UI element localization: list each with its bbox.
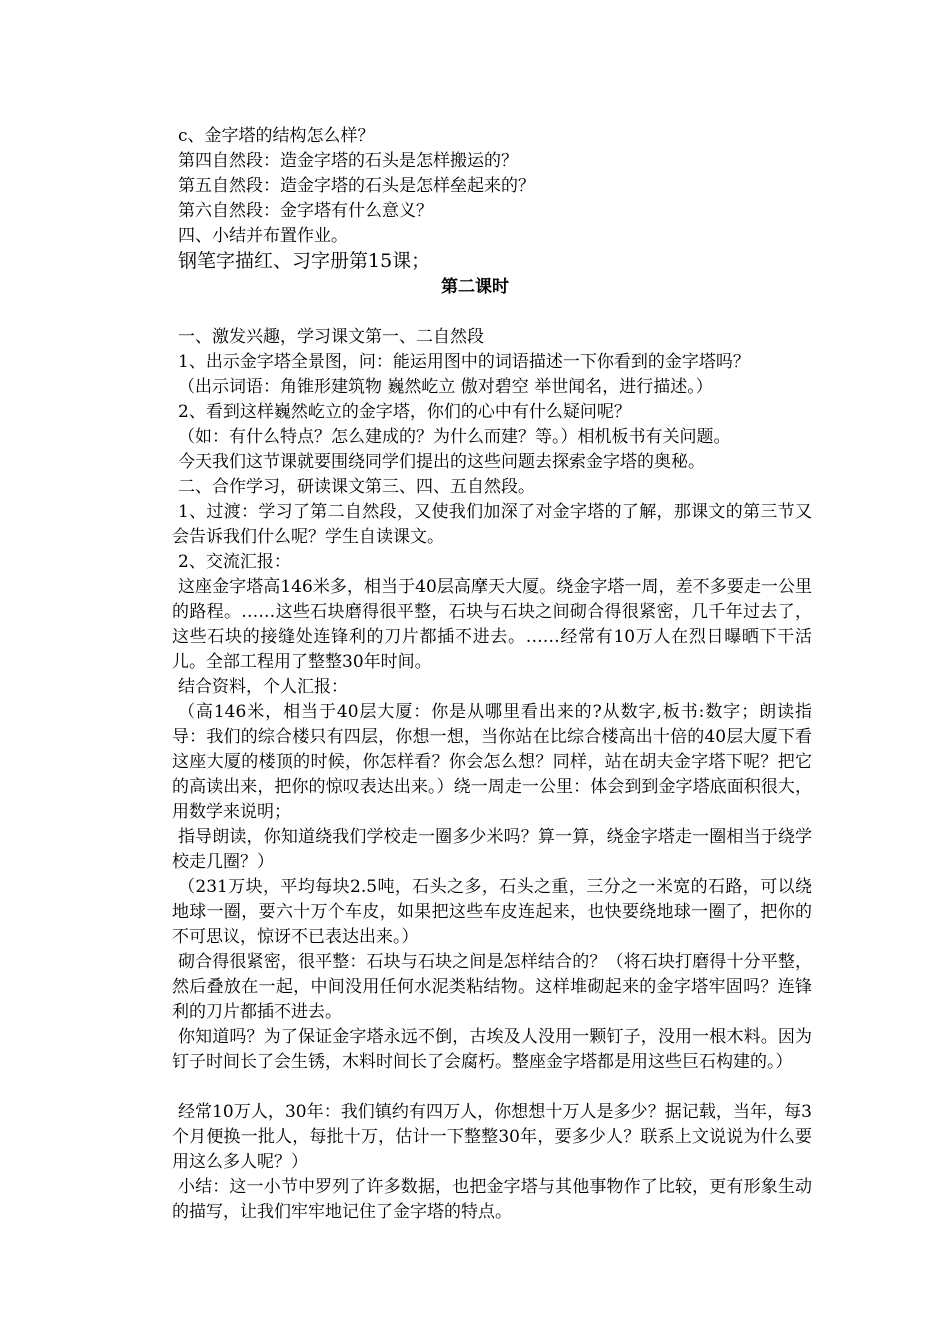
text-line: 2、交流汇报： — [178, 552, 291, 572]
heading-line: 二、合作学习，研读课文第三、四、五自然段。 — [178, 477, 535, 497]
heading-line: 一、激发兴趣，学习课文第一、二自然段 — [178, 327, 484, 347]
paragraph: （高146米，相当于40层大厦：你是从哪里看出来的?从数字,板书:数字；朗读指导：我们的综合楼只有四层，你想一想，当你站在比综合楼高出十倍的40层大厦下看这座大厦的楼顶的时候，你怎样看？你会怎么想？同样，站在胡夫金字塔下呢？把它的高读出来，把你的惊叹表达出来。）绕一周走一公里：体会到到金字塔底面积很大，用数学来说明； — [172, 702, 812, 822]
paragraph: 1、过渡：学习了第二自然段，又使我们加深了对金字塔的了解，那课文的第三节又会告诉我们什么呢？学生自读课文。 — [172, 502, 812, 547]
text-line: c、金字塔的结构怎么样？ — [178, 126, 375, 146]
text-line: 2、看到这样巍然屹立的金字塔，你们的心中有什么疑问呢？ — [178, 402, 631, 422]
paragraph: 这座金字塔高146米多，相当于40层高摩天大厦。绕金字塔一周，差不多要走一公里的路程。……这些石块磨得很平整，石块与石块之间砌合得很紧密，几千年过去了，这些石块的接缝处连锋利的刀片都插不进去。……经常有10万人在烈日曝晒下干活儿。全部工程用了整整30年时间。 — [172, 577, 812, 672]
text-line: 1、出示金字塔全景图，问：能运用图中的词语描述一下你看到的金字塔吗？ — [178, 352, 750, 372]
paragraph: 经常10万人，30年：我们镇约有四万人，你想想十万人是多少？据记载，当年，每3个月便换一批人，每批十万，估计一下整整30年，要多少人？联系上文说说为什么要用这么多人呢？） — [172, 1102, 812, 1172]
text-line: 四、小结并布置作业。 — [178, 226, 348, 246]
paragraph: 砌合得很紧密，很平整：石块与石块之间是怎样结合的？（将石块打磨得十分平整，然后叠放在一起，中间没用任何水泥类粘结物。这样堆砌起来的金字塔牢固吗？连锋利的刀片都插不进去。 — [172, 952, 812, 1022]
text-line: 第六自然段：金字塔有什么意义？ — [178, 201, 433, 221]
section-title: 第二课时 — [441, 277, 509, 297]
paragraph: 指导朗读，你知道绕我们学校走一圈多少米吗？算一算，绕金字塔走一圈相当于绕学校走几圈？） — [172, 827, 812, 872]
paragraph: （231万块，平均每块2.5吨，石头之多，石头之重，三分之一米宽的石路，可以绕地球一圈，要六十万个车皮，如果把这些车皮连起来，也快要绕地球一圈了，把你的不可思议，惊讶不已表达出来。） — [172, 877, 812, 947]
text-line: 第五自然段：造金字塔的石头是怎样垒起来的？ — [178, 176, 535, 196]
paragraph: 你知道吗？为了保证金字塔永远不倒，古埃及人没用一颗钉子，没用一根木料。因为钉子时间长了会生锈，木料时间长了会腐朽。整座金字塔都是用这些巨石构建的。） — [172, 1027, 812, 1072]
text-line: 今天我们这节课就要围绕同学们提出的这些问题去探索金字塔的奥秘。 — [178, 452, 705, 472]
text-line: （出示词语：角锥形建筑物 巍然屹立 傲对碧空 举世闻名，进行描述。） — [178, 377, 713, 397]
text-line: （如：有什么特点？怎么建成的？为什么而建？等。）相机板书有关问题。 — [178, 427, 731, 447]
text-line: 钢笔字描红、习字册第15课； — [178, 250, 431, 272]
text-line: 第四自然段：造金字塔的石头是怎样搬运的？ — [178, 151, 518, 171]
text-line: 结合资料，个人汇报： — [178, 677, 348, 697]
paragraph: 小结：这一小节中罗列了许多数据，也把金字塔与其他事物作了比较，更有形象生动的描写，让我们牢牢地记住了金字塔的特点。 — [172, 1177, 812, 1222]
